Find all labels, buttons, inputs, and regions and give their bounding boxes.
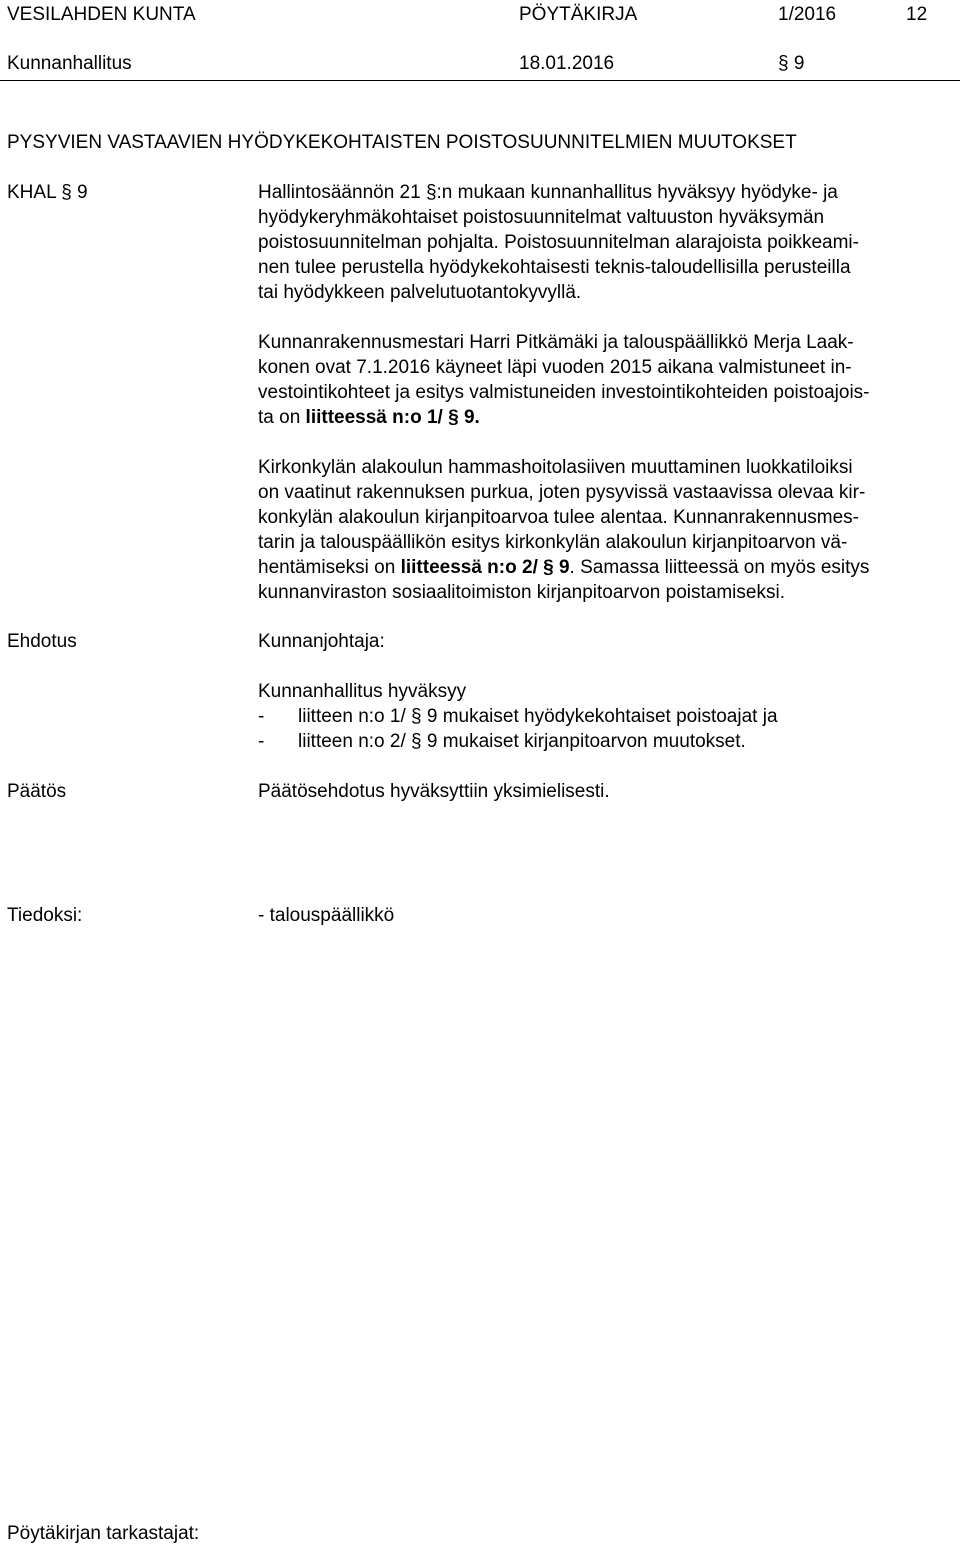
proposal-label: Ehdotus — [7, 631, 77, 652]
bullet-item: liitteen n:o 2/ § 9 mukaiset kirjanpitoarvon muutokset. — [298, 731, 746, 752]
paragraph-line: Hallintosäännön 21 §:n mukaan kunnanhallitus hyväksyy hyödyke- ja — [258, 182, 838, 203]
inspectors-label: Pöytäkirjan tarkastajat: — [7, 1523, 200, 1544]
section-number: § 9 — [778, 53, 805, 74]
document-number: 1/2016 — [778, 4, 837, 25]
municipality-name: VESILAHDEN KUNTA — [7, 4, 196, 25]
paragraph-1 — [258, 180, 954, 305]
paragraph-line — [258, 405, 954, 430]
decision-label: Päätös — [7, 781, 67, 802]
document-type: PÖYTÄKIRJA — [519, 4, 638, 25]
paragraph-2 — [258, 330, 954, 430]
attachment-reference: liitteessä n:o 1/ § 9. — [305, 407, 480, 428]
paragraph-line: konen ovat 7.1.2016 käyneet läpi vuoden 2015 aikana valmistuneet in- — [258, 357, 852, 378]
bullet-dash: - — [258, 731, 265, 752]
document-title: PYSYVIEN VASTAAVIEN HYÖDYKEKOHTAISTEN POISTOSUUNNITELMIEN MUUTOKSET — [7, 132, 797, 153]
page-number: 12 — [906, 4, 928, 25]
header-divider — [0, 80, 960, 81]
paragraph-3 — [258, 455, 954, 605]
organ-name: Kunnanhallitus — [7, 53, 132, 74]
paragraph-line: nen tulee perustella hyödykekohtaisesti teknis-taloudellisilla perusteilla — [258, 257, 851, 278]
bullet-dash: - — [258, 706, 265, 727]
text-span: hentämiseksi on — [258, 557, 401, 578]
paragraph-line: kunnanviraston sosiaalitoimiston kirjanpitoarvon poistamiseksi. — [258, 582, 785, 603]
paragraph-line: konkylän alakoulun kirjanpitoarvoa tulee alentaa. Kunnanrakennusmes- — [258, 507, 859, 528]
distribution-recipient: - talouspäällikkö — [258, 905, 395, 926]
paragraph-line: Kirkonkylän alakoulun hammashoitolasiiven muuttaminen luokkatiloiksi — [258, 457, 853, 478]
paragraph-line: poistosuunnitelman pohjalta. Poistosuunnitelman alarajoista poikkeami- — [258, 232, 859, 253]
proposal-intro: Kunnanhallitus hyväksyy — [258, 681, 467, 702]
distribution-label: Tiedoksi: — [7, 905, 83, 926]
paragraph-line: vestointikohteet ja esitys valmistuneiden investointikohteiden poistoajois- — [258, 382, 870, 403]
paragraph-line: tarin ja talouspäällikön esitys kirkonkylän alakoulun kirjanpitoarvon vä- — [258, 532, 848, 553]
bullet-item: liitteen n:o 1/ § 9 mukaiset hyödykekohtaiset poistoajat ja — [298, 706, 778, 727]
decision-text: Päätösehdotus hyväksyttiin yksimielisesti. — [258, 781, 610, 802]
text-span: ta on — [258, 407, 306, 428]
proposer: Kunnanjohtaja: — [258, 631, 385, 652]
paragraph-line: Kunnanrakennusmestari Harri Pitkämäki ja talouspäällikkö Merja Laak- — [258, 332, 854, 353]
paragraph-line — [258, 555, 954, 580]
attachment-reference: liitteessä n:o 2/ § 9 — [400, 557, 570, 578]
text-span: . Samassa liitteessä on myös esitys — [569, 557, 870, 578]
paragraph-line: hyödykeryhmäkohtaiset poistosuunnitelmat valtuuston hyväksymän — [258, 207, 825, 228]
case-reference: KHAL § 9 — [7, 182, 88, 203]
paragraph-line: on vaatinut rakennuksen purkua, joten pysyvissä vastaavissa olevaa kir- — [258, 482, 866, 503]
meeting-date: 18.01.2016 — [519, 53, 615, 74]
paragraph-line: tai hyödykkeen palvelutuotantokyvyllä. — [258, 282, 582, 303]
